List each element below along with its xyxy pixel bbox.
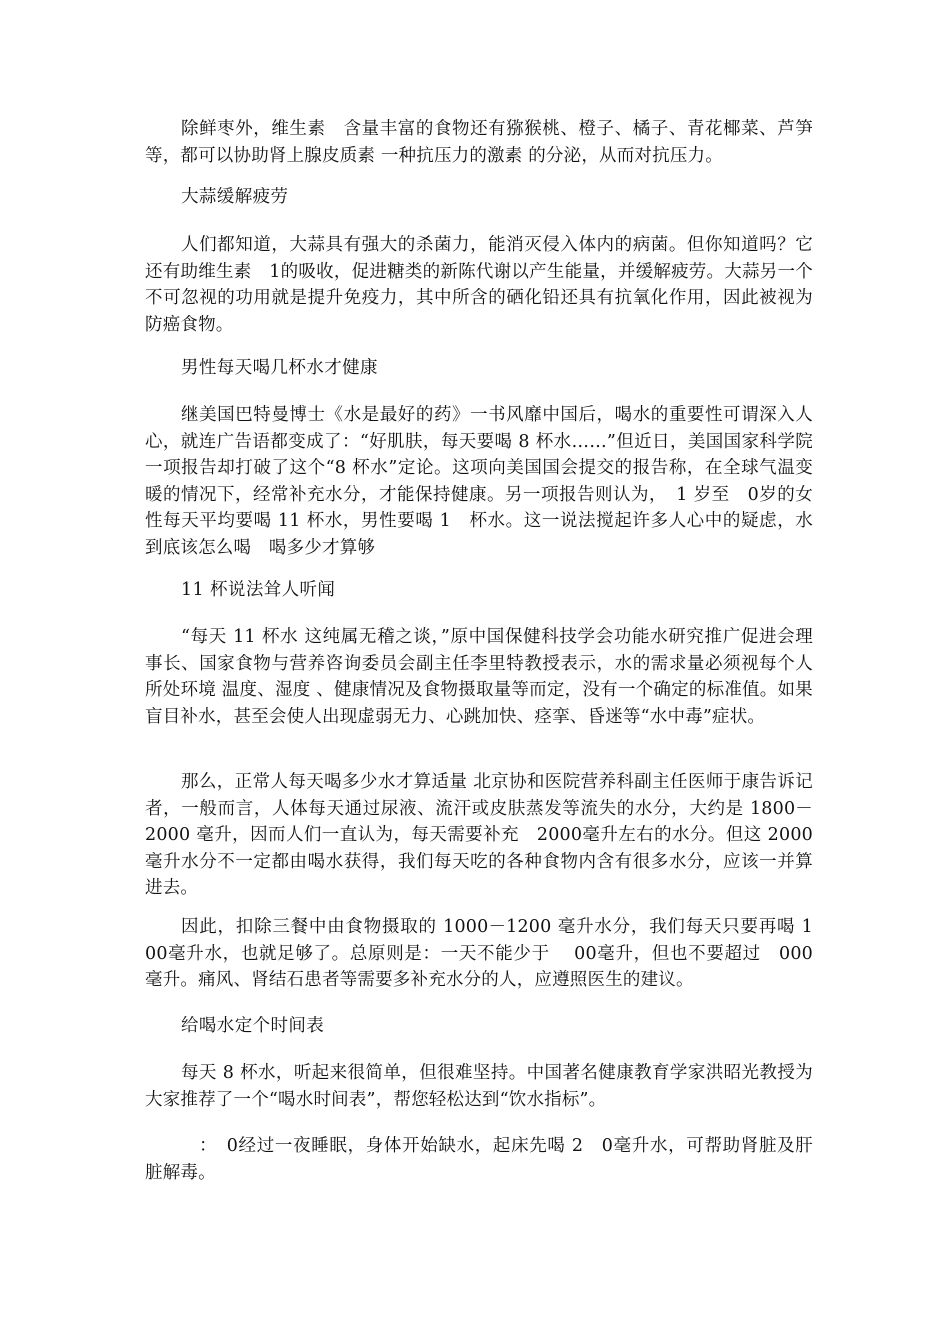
paragraph-water-importance: 继美国巴特曼博士《水是最好的药》一书风靡中国后，喝水的重要性可谓深入人心，就连广告语都变成了：“好肌肤，每天要喝 8 杯水……”但近日，美国国家科学院一项报告却打破了这个“8 杯水”定论。这项向美国国会提交的报告称，在全球气温变暖的情况下，经常补充水分，才能保持健康。另一项报告则认为， 1 岁至 0岁的女性每天平均要喝 11 杯水，男性要喝 1 杯水。这一说法搅起许多人心中的疑虑，水到底该怎么喝 喝多少才算够 — [145, 405, 813, 558]
paragraph-morning: ： 0经过一夜睡眠，身体开始缺水，起床先喝 2 0毫升水，可帮助肾脏及肝脏解毒。 — [145, 1136, 813, 1183]
paragraph-daily-amount: 那么，正常人每天喝多少水才算适量 北京协和医院营养科副主任医师于康告诉记者，一般而言，人体每天通过尿液、流汗或皮肤蒸发等流失的水分，大约是 1800－2000 毫升，因而人们一直认为，每天需要补充 2000毫升左右的水分。但这 2000 毫升水分不一定都由喝水获得，我们每天吃的各种食物内含有很多水分，应该一并算进去。 — [145, 772, 813, 898]
heading-eleven-cups: 11 杯说法耸人听闻 — [181, 580, 336, 600]
heading-men-water: 男性每天喝几杯水才健康 — [181, 358, 378, 378]
paragraph-garlic: 人们都知道，大蒜具有强大的杀菌力，能消灭侵入体内的病菌。但你知道吗？它还有助维生素 1的吸收，促进糖类的新陈代谢以产生能量，并缓解疲劳。大蒜另一个不可忽视的功用就是提升免疫力，其中所含的硒化铅还具有抗氧化作用，因此被视为防癌食物。 — [145, 235, 813, 335]
heading-garlic-fatigue: 大蒜缓解疲劳 — [181, 187, 289, 207]
paragraph-principle: 因此，扣除三餐中由食物摄取的 1000－1200 毫升水分，我们每天只要再喝 1 00毫升水，也就足够了。总原则是：一天不能少于 00毫升，但也不要超过 000毫升。痛风、肾结石患者等需要多补充水分的人，应遵照医生的建议。 — [145, 917, 831, 990]
paragraph-vitamin-c: 除鲜枣外，维生素 含量丰富的食物还有猕猴桃、橙子、橘子、青花椰菜、芦笋等，都可以协助肾上腺皮质素 一种抗压力的激素 的分泌，从而对抗压力。 — [145, 119, 813, 166]
heading-timetable: 给喝水定个时间表 — [181, 1016, 325, 1036]
paragraph-timetable-intro: 每天 8 杯水，听起来很简单，但很难坚持。中国著名健康教育学家洪昭光教授为大家推荐了一个“喝水时间表”，帮您轻松达到“饮水指标”。 — [145, 1063, 813, 1110]
paragraph-eleven-cups: “每天 11 杯水 这纯属无稽之谈，”原中国保健科技学会功能水研究推广促进会理事长、国家食物与营养咨询委员会副主任李里特教授表示，水的需求量必须视每个人所处环境 温度、湿度 、健康情况及食物摄取量等而定，没有一个确定的标准值。如果盲目补水，甚至会使人出现虚弱无力、心跳加快、痉挛、昏迷等“水中毒”症状。 — [145, 627, 813, 727]
